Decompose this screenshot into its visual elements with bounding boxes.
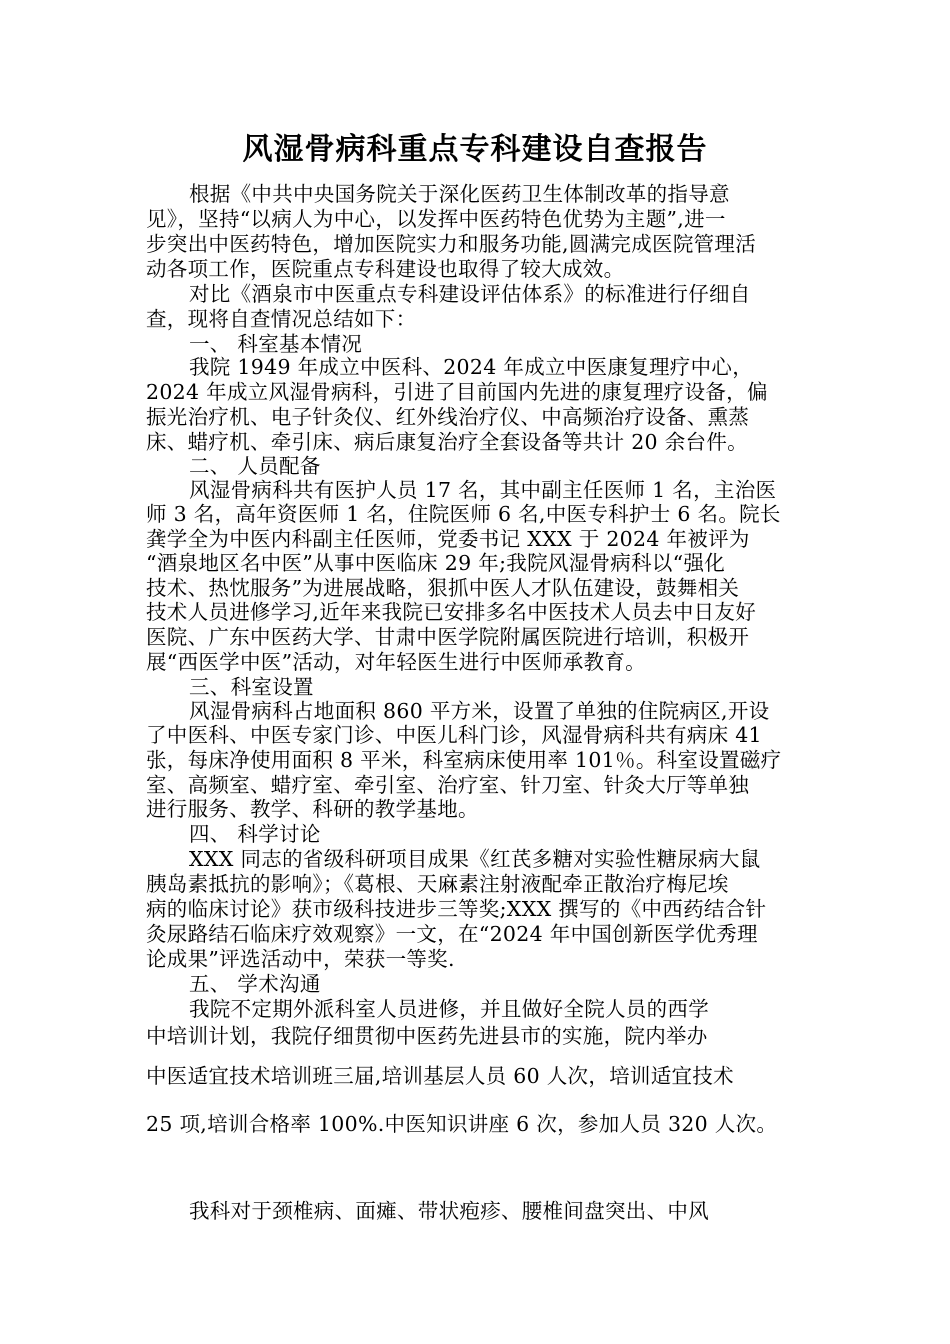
para-line: 中医适宜技术培训班三届,培训基层人员 60 人次，培训适宜技术 <box>146 1064 734 1088</box>
para-line: 2024 年成立风湿骨病科，引进了目前国内先进的康复理疗设备，偏 <box>146 380 768 404</box>
section-heading: 一、 科室基本情况 <box>189 332 363 356</box>
para-line: 了中医科、中医专家门诊、中医儿科门诊，风湿骨病科共有病床 41 <box>146 723 762 747</box>
section-heading: 三、科室设置 <box>189 675 314 699</box>
para-line: 对比《酒泉市中医重点专科建设评估体系》的标准进行仔细自 <box>189 282 751 306</box>
para-line: 医院、广东中医药大学、甘肃中医学院附属医院进行培训，积极开 <box>146 625 750 649</box>
para-line: 师 3 名，高年资医师 1 名，住院医师 6 名,中医专科护士 6 名。院长 <box>146 502 781 526</box>
para-line: 展“西医学中医”活动，对年轻医生进行中医师承教育。 <box>146 650 646 674</box>
para-line: 风湿骨病科共有医护人员 17 名，其中副主任医师 1 名，主治医 <box>189 478 777 502</box>
para-line: 中培训计划，我院仔细贯彻中医药先进县市的实施，院内举办 <box>146 1024 708 1048</box>
para-line: 龚学全为中医内科副主任医师，党委书记 XXX 于 2024 年被评为 <box>146 527 750 551</box>
para-line: “酒泉地区名中医”从事中医临床 29 年;我院风湿骨病科以“强化 <box>146 551 726 575</box>
para-line: 我院 1949 年成立中医科、2024 年成立中医康复理疗中心， <box>189 355 753 379</box>
para-line: 室、高频室、蜡疗室、牵引室、治疗室、针刀室、针灸大厅等单独 <box>146 773 750 797</box>
document-title: 风湿骨病科重点专科建设自查报告 <box>242 132 708 167</box>
para-line: 动各项工作，医院重点专科建设也取得了较大成效。 <box>146 257 625 281</box>
para-line: 灸尿路结石临床疗效观察》一文，在“2024 年中国创新医学优秀理 <box>146 922 758 946</box>
para-line: 技术、热忱服务”为进展战略，狠抓中医人才队伍建设，鼓舞相关 <box>146 576 740 600</box>
para-line: 根据《中共中央国务院关于深化医药卫生体制改革的指导意 <box>189 182 730 206</box>
para-line: 论成果”评选活动中，荣获一等奖. <box>146 947 455 971</box>
para-line: 振光治疗机、电子针灸仪、红外线治疗仪、中高频治疗设备、熏蒸 <box>146 405 750 429</box>
para-line: 胰岛素抵抗的影响》；《葛根、天麻素注射液配牵正散治疗梅尼埃 <box>146 872 729 896</box>
section-heading: 二、 人员配备 <box>189 454 321 478</box>
para-line: 风湿骨病科占地面积 860 平方米，设置了单独的住院病区,开设 <box>189 699 770 723</box>
para-line: 我院不定期外派科室人员进修，并且做好全院人员的西学 <box>189 997 709 1021</box>
section-heading: 五、 学术沟通 <box>189 972 321 996</box>
para-line: XXX 同志的省级科研项目成果《红芪多糖对实验性糖尿病大鼠 <box>189 847 761 871</box>
para-line: 25 项,培训合格率 100%.中医知识讲座 6 次，参加人员 320 人次。 <box>146 1112 778 1136</box>
para-line: 步突出中医药特色，增加医院实力和服务功能,圆满完成医院管理活 <box>146 232 757 256</box>
para-line: 见》，坚持“以病人为中心，以发挥中医药特色优势为主题”,进一 <box>146 207 726 231</box>
section-heading: 四、 科学讨论 <box>189 822 321 846</box>
para-line: 查，现将自查情况总结如下： <box>146 307 417 331</box>
para-line: 张，每床净使用面积 8 平米，科室病床使用率 101％。科室设置磁疗 <box>146 748 782 772</box>
para-line: 进行服务、教学、科研的教学基地。 <box>146 797 479 821</box>
para-line: 我科对于颈椎病、面瘫、带状疱疹、腰椎间盘突出、中风 <box>189 1199 709 1223</box>
para-line: 床、蜡疗机、牵引床、病后康复治疗全套设备等共计 20 余台件。 <box>146 430 748 454</box>
para-line: 技术人员进修学习,近年来我院已安排多名中医技术人员去中日友好 <box>146 600 757 624</box>
para-line: 病的临床讨论》获市级科技进步三等奖;XXX 撰写的《中西药结合针 <box>146 897 767 921</box>
